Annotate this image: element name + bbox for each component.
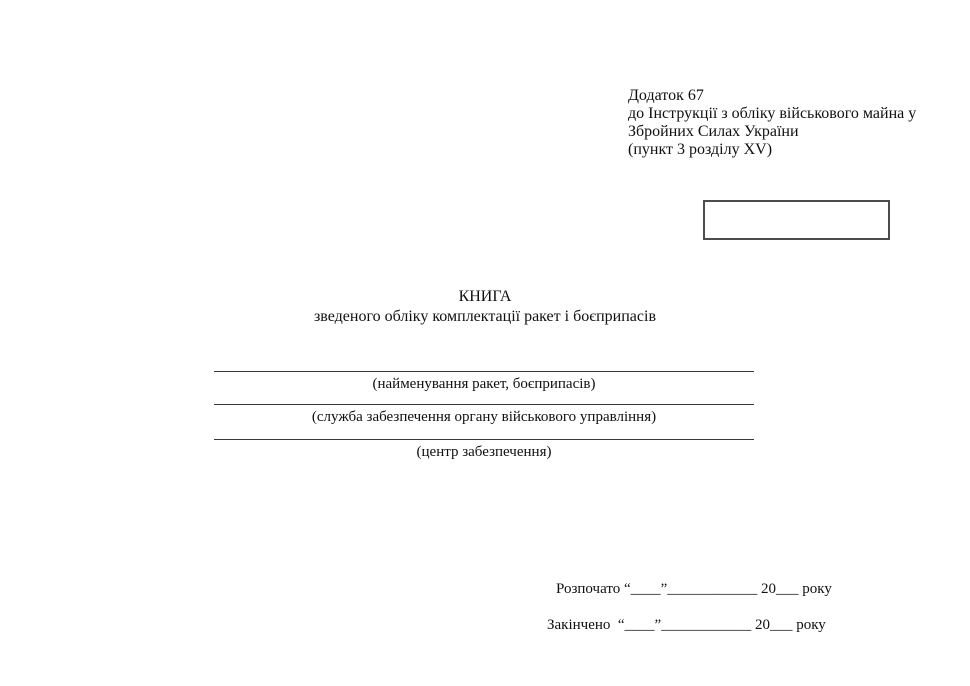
date-started-line: Розпочато “____”____________ 20___ року (556, 581, 832, 597)
appendix-section-reference: (пункт 3 розділу XV) (628, 141, 773, 158)
date-finished-line: Закінчено “____”____________ 20___ року (547, 617, 826, 633)
document-title: КНИГА (458, 288, 512, 305)
appendix-reference-line: до Інструкції з обліку військового майна у (628, 105, 917, 122)
appendix-reference-line: Збройних Силах України (628, 123, 799, 140)
fill-line-caption-supply-center: (центр забезпечення) (416, 444, 552, 460)
appendix-reference-block (628, 87, 916, 159)
fill-line-caption-rocket-names: (найменування ракет, боєприпасів) (372, 376, 596, 392)
document-title-block (0, 287, 970, 327)
fill-line-rocket-names (214, 371, 754, 372)
fill-line-supply-center (214, 439, 754, 440)
fill-line-caption-supply-service: (служба забезпечення органу військового управління) (311, 409, 657, 425)
document-subtitle: зведеного обліку комплектації ракет і боєприпасів (313, 308, 656, 325)
stamp-box (703, 200, 890, 240)
appendix-number: Додаток 67 (628, 87, 704, 104)
fill-line-supply-service (214, 404, 754, 405)
